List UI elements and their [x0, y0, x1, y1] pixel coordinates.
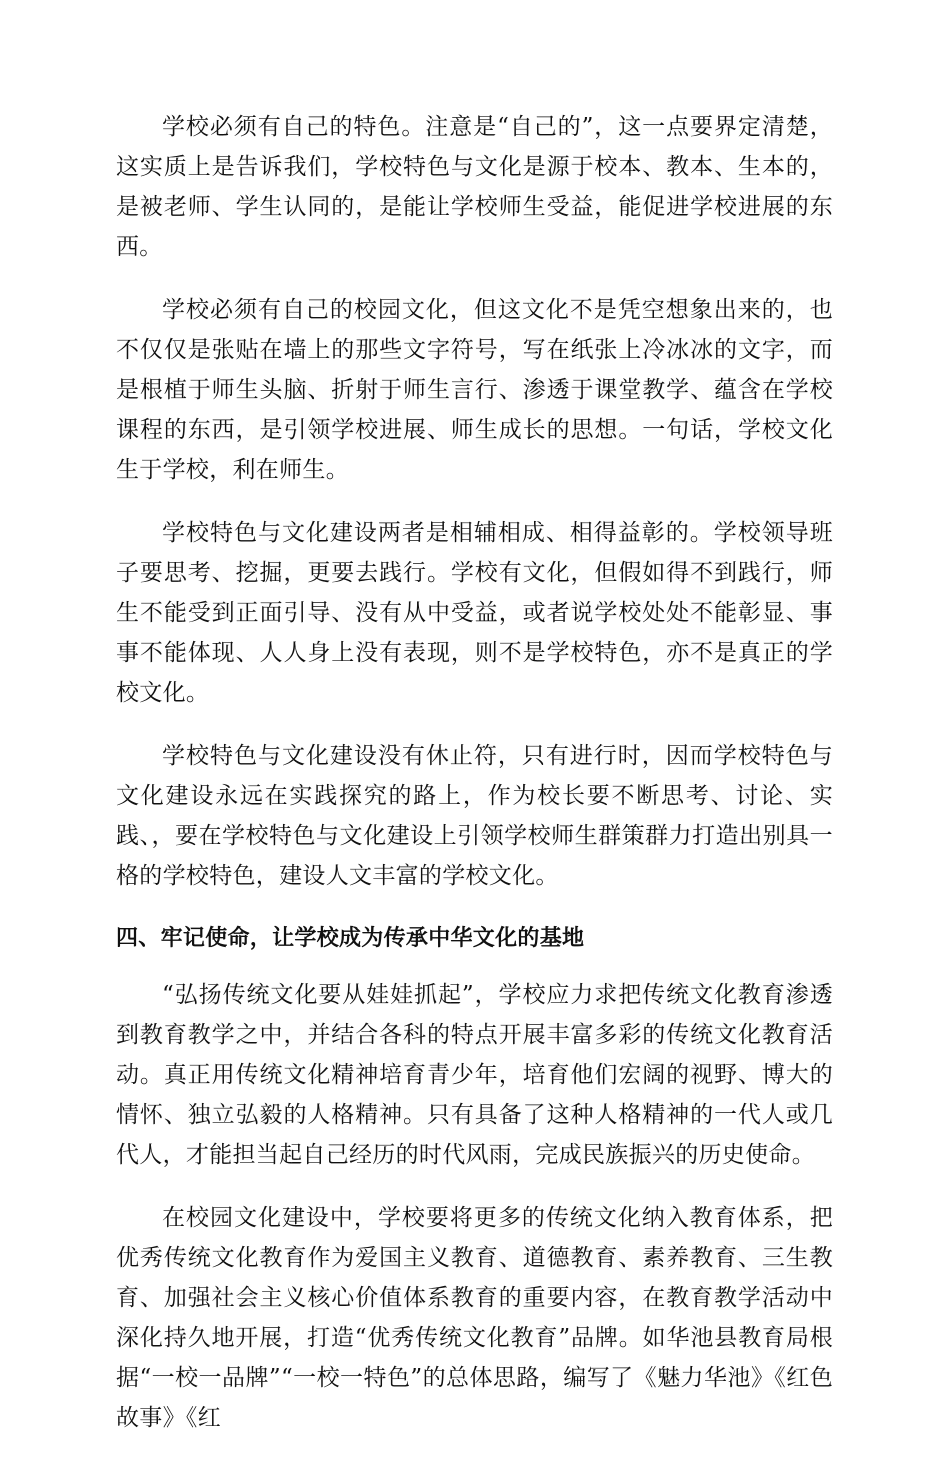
paragraph-no-end: 学校特色与文化建设没有休止符，只有进行时，因而学校特色与文化建设永远在实践探究的路上，作为校长要不断思考、讨论、实践、，要在学校特色与文化建设上引领学校师生群策群力打造出别具一格的学校特色，建设人文丰富的学校文化。 — [116, 743, 833, 889]
paragraph-mutual-reinforcement: 学校特色与文化建设两者是相辅相成、相得益彰的。学校领导班子要思考、挖掘，更要去践行。学校有文化，但假如得不到践行，师生不能受到正面引导、没有从中受益，或者说学校处处不能彰显、事事不能体现、人人身上没有表现，则不是学校特色，亦不是真正的学校文化。 — [116, 520, 833, 706]
paragraph-education-system: 在校园文化建设中，学校要将更多的传统文化纳入教育体系，把优秀传统文化教育作为爱国主义教育、道德教育、素养教育、三生教育、加强社会主义核心价值体系教育的重要内容，在教育教学活动中深化持久地开展，打造“优秀传统文化教育”品牌。如华池县教育局根据“一校一品牌”“一校一特色”的总体思路，编写了《魅力华池》《红色故事》《红 — [116, 1205, 833, 1431]
paragraph-campus-culture: 学校必须有自己的校园文化，但这文化不是凭空想象出来的，也不仅仅是张贴在墙上的那些文字符号，写在纸张上冷冰冰的文字，而是根植于师生头脑、折射于师生言行、渗透于课堂教学、蕴含在学校课程的东西，是引领学校进展、师生成长的思想。一句话，学校文化生于学校，利在师生。 — [116, 297, 833, 483]
paragraph-traditional-culture: “弘扬传统文化要从娃娃抓起”，学校应力求把传统文化教育渗透到教育教学之中，并结合各科的特点开展丰富多彩的传统文化教育活动。真正用传统文化精神培育青少年，培育他们宏阔的视野、博大的情怀、独立弘毅的人格精神。只有具备了这种人格精神的一代人或几代人，才能担当起自己经历的时代风雨，完成民族振兴的历史使命。 — [116, 982, 833, 1168]
paragraph-school-characteristics: 学校必须有自己的特色。注意是“自己的”，这一点要界定清楚，这实质上是告诉我们，学校特色与文化是源于校本、教本、生本的，是被老师、学生认同的，是能让学校师生受益，能促进学校进展的东西。 — [116, 114, 833, 260]
document-page — [116, 107, 833, 1461]
section-heading: 四、牢记使命，让学校成为传承中华文化的基地 — [116, 926, 585, 951]
